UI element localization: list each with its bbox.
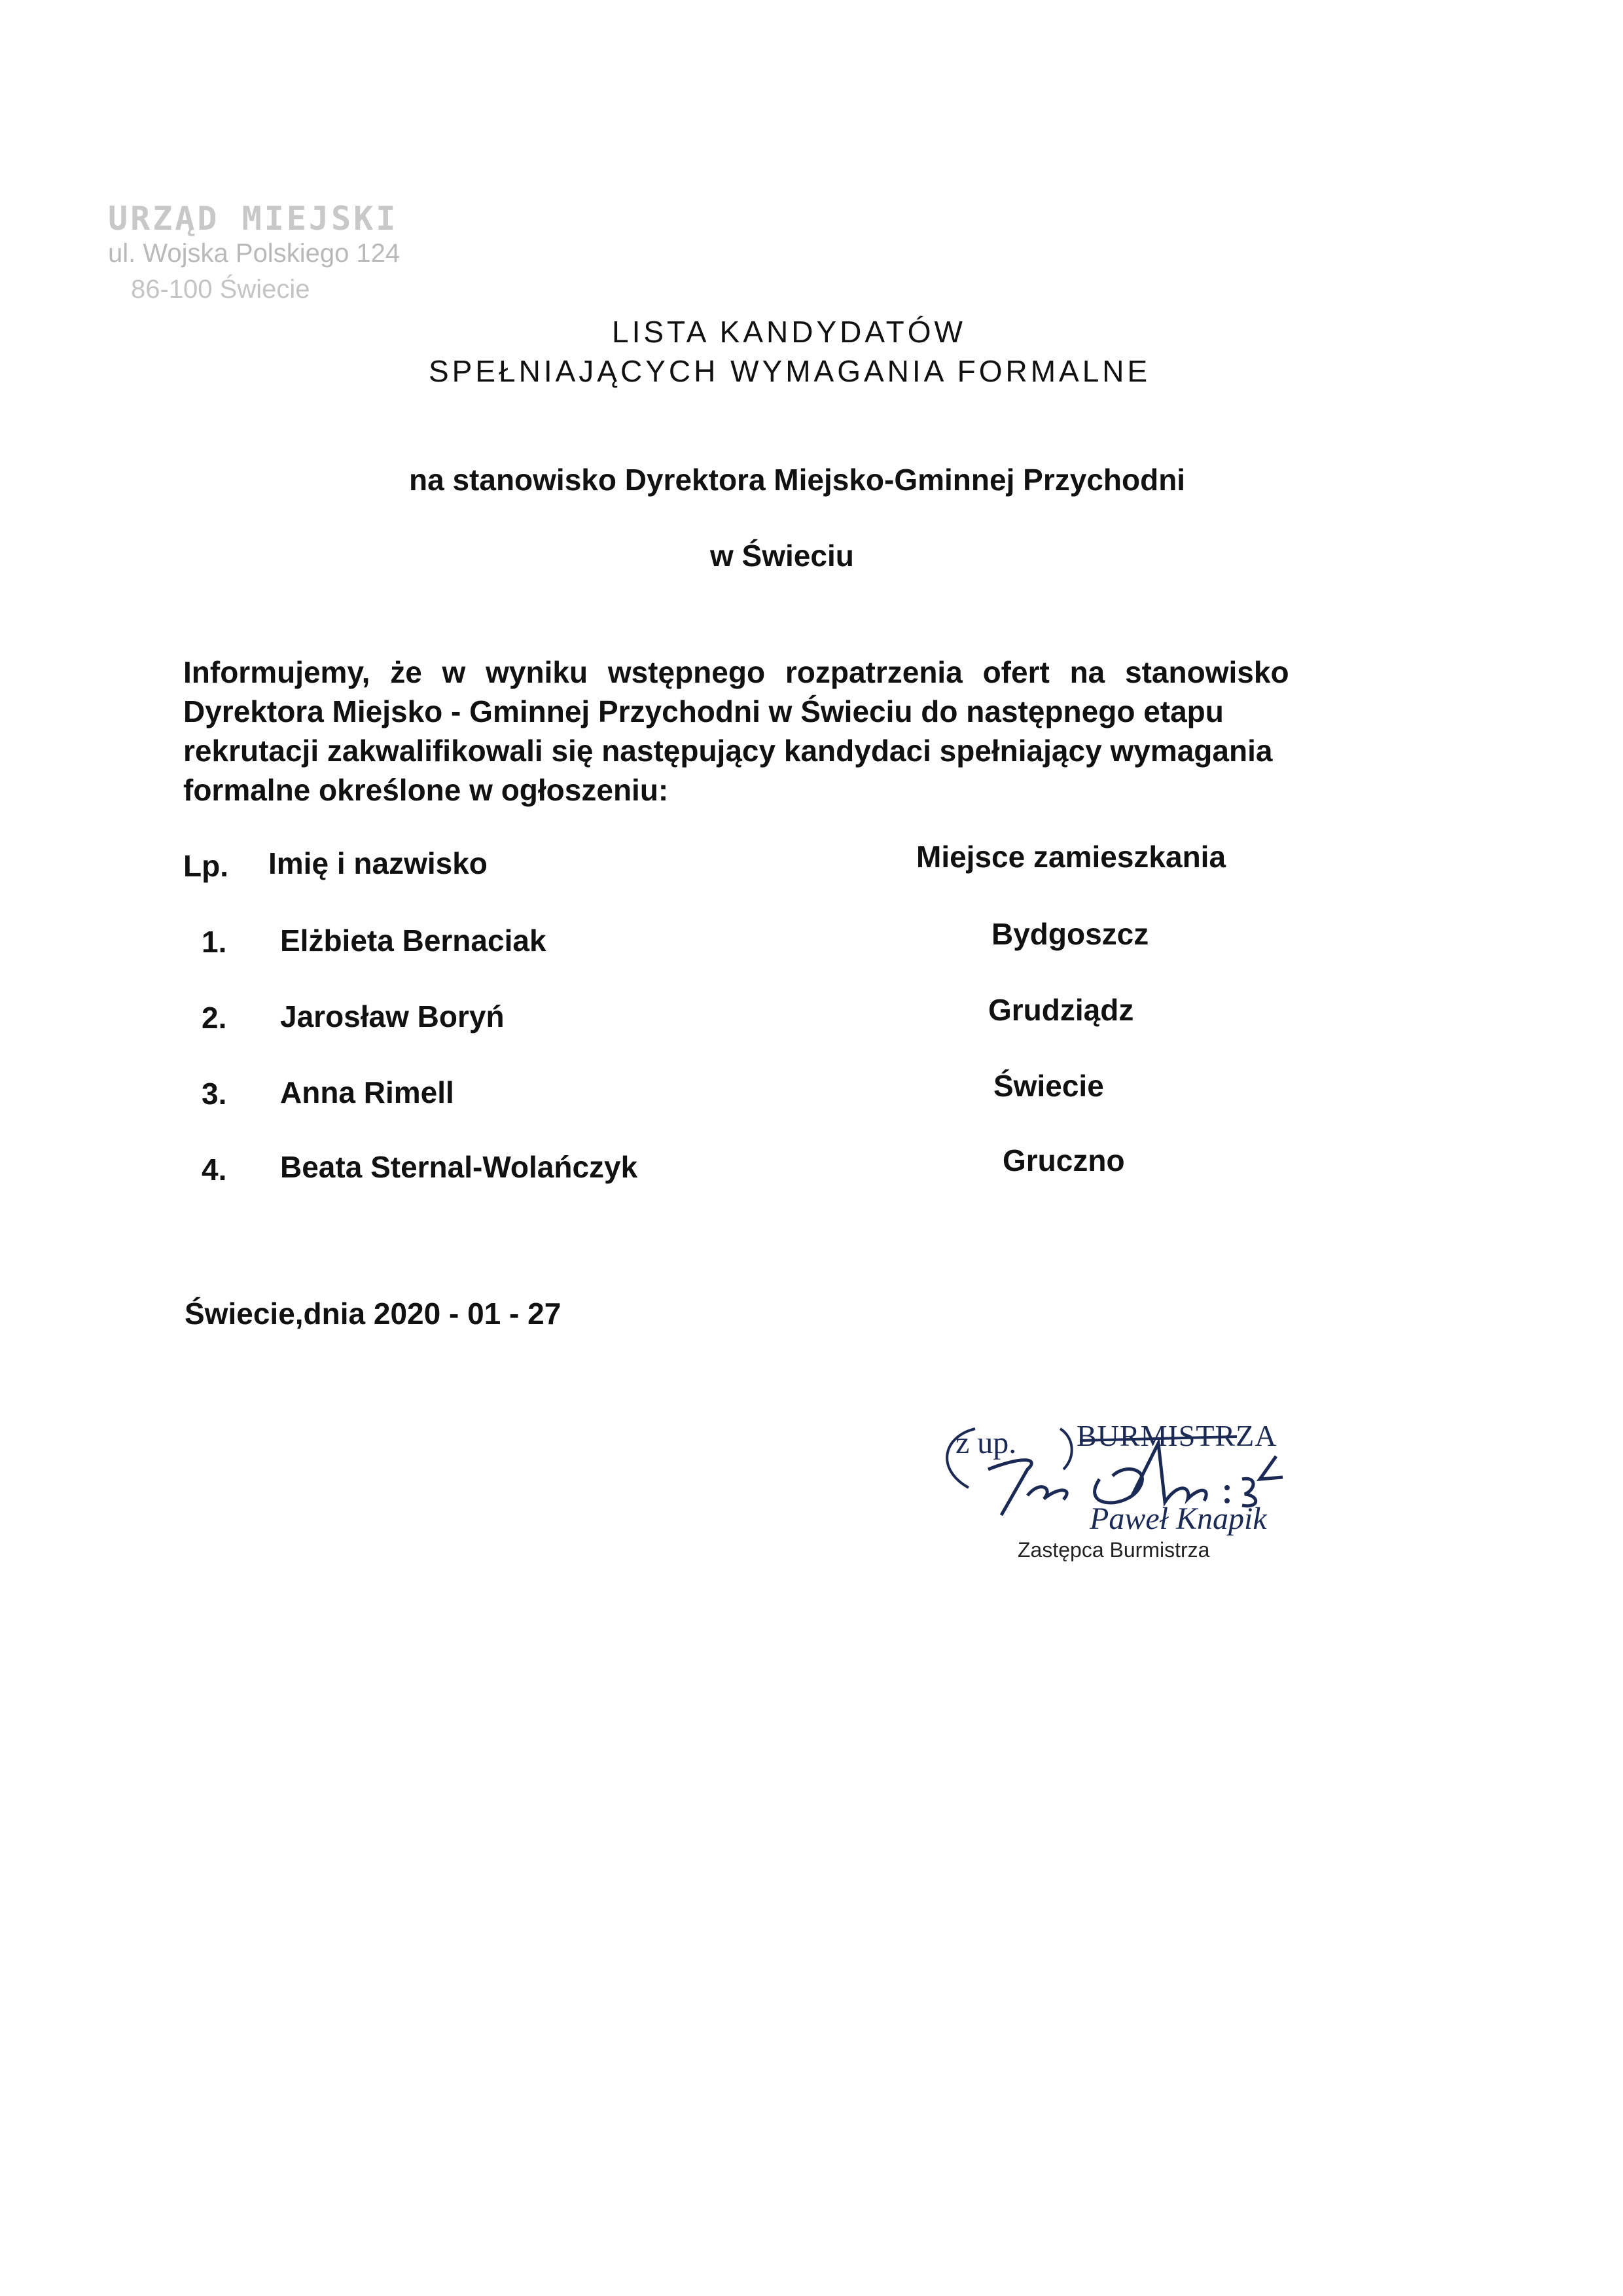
office-stamp-line3: 86-100 Świecie xyxy=(131,275,310,304)
row-1-lp: 1. xyxy=(202,925,227,959)
header-name: Imię i nazwisko xyxy=(268,846,488,880)
signature-stamp xyxy=(929,1417,1296,1548)
row-4-name: Beata Sternal-Wolańczyk xyxy=(280,1150,638,1184)
row-3-name: Anna Rimell xyxy=(280,1075,454,1109)
row-1-place: Bydgoszcz xyxy=(991,917,1149,951)
signature-authority: z up. xyxy=(955,1426,1017,1460)
header-place: Miejsce zamieszkania xyxy=(916,840,1226,874)
row-2-lp: 2. xyxy=(202,1001,227,1035)
position-subtitle: na stanowisko Dyrektora Miejsko-Gminnej Przychodni xyxy=(409,463,1186,497)
location-subtitle: w Świeciu xyxy=(710,539,854,573)
row-3-lp: 3. xyxy=(202,1077,227,1111)
row-3-place: Świecie xyxy=(993,1069,1104,1103)
row-4-lp: 4. xyxy=(202,1153,227,1187)
paragraph-line1: Informujemy, że w wyniku wstępnego rozpatrzenia ofert na stanowisko xyxy=(183,655,1289,689)
row-4-place: Gruczno xyxy=(1003,1143,1125,1177)
office-stamp-line2: ul. Wojska Polskiego 124 xyxy=(108,239,401,268)
row-1-name: Elżbieta Bernaciak xyxy=(280,924,546,958)
row-2-place: Grudziądz xyxy=(988,993,1134,1027)
row-2-name: Jarosław Boryń xyxy=(280,999,505,1033)
paragraph-line4: formalne określone w ogłoszeniu: xyxy=(183,773,669,807)
office-stamp-line1: URZĄD MIEJSKI xyxy=(108,200,399,238)
signatory-name: Paweł Knapik xyxy=(1090,1501,1267,1536)
paragraph-line2: Dyrektora Miejsko - Gminnej Przychodni w Świeciu do następnego etapu xyxy=(183,694,1224,728)
signatory-role: Zastępca Burmistrza xyxy=(1018,1538,1210,1562)
document-title-line1: LISTA KANDYDATÓW xyxy=(612,315,966,349)
date-line: Świecie,dnia 2020 - 01 - 27 xyxy=(185,1297,562,1331)
header-lp: Lp. xyxy=(183,849,228,883)
document-title-line2: SPEŁNIAJĄCYCH WYMAGANIA FORMALNE xyxy=(429,354,1151,388)
paragraph-line3: rekrutacji zakwalifikowali się następujący kandydaci spełniający wymagania xyxy=(183,734,1273,768)
signature-office: BURMISTRZA xyxy=(1077,1419,1277,1452)
